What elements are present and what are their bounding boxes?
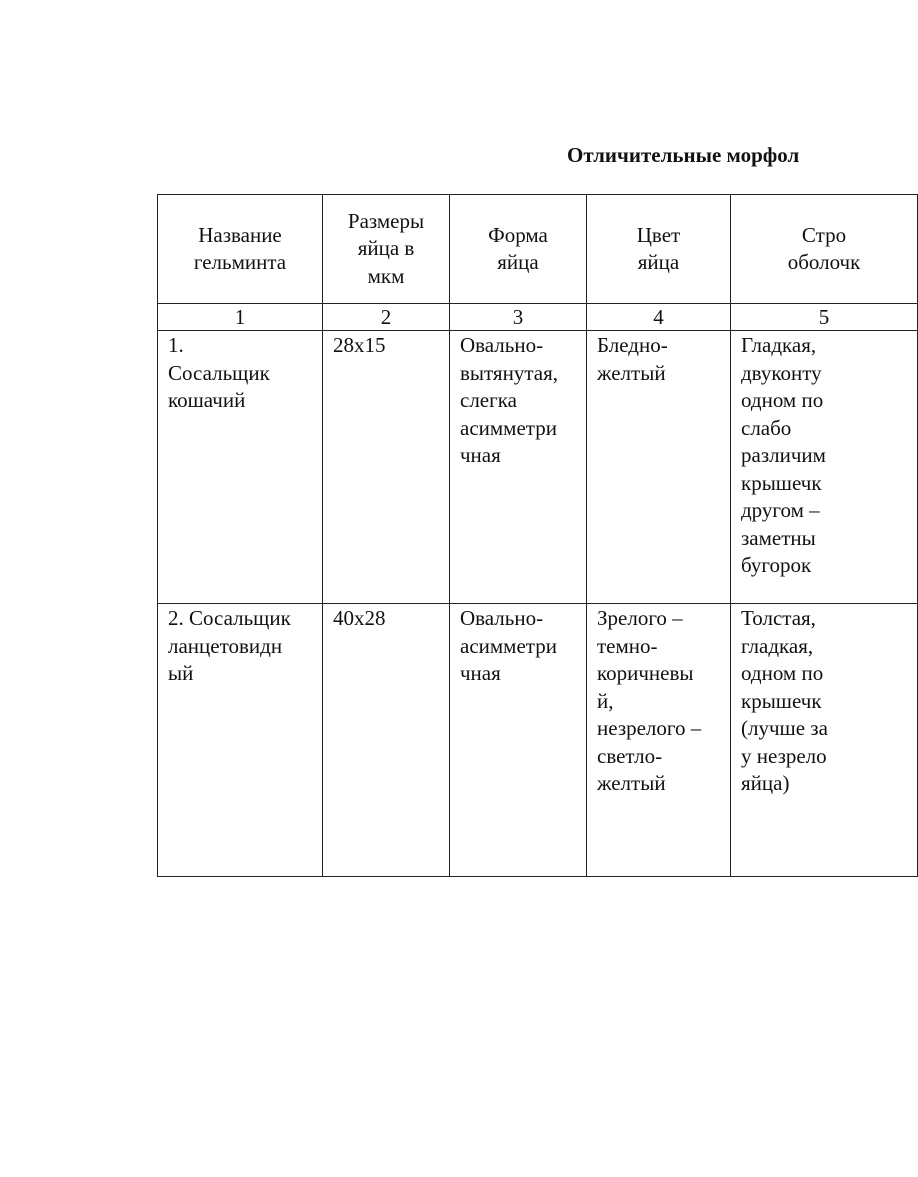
cell-helminth-name: 2. Сосальщик ланцетовидн ый — [158, 604, 323, 877]
cell-egg-color: Зрелого – темно- коричневы й, незрелого – светло- желтый — [587, 604, 731, 877]
cell-shell-structure: Толстая, гладкая, одном по крышечк (лучше за у незрело яйца) — [731, 604, 918, 877]
header-egg-color: Цвет яйца — [587, 195, 731, 304]
cell-helminth-name: 1. Сосальщик кошачий — [158, 331, 323, 604]
column-number: 4 — [587, 304, 731, 331]
table-row — [158, 604, 918, 877]
column-number: 5 — [731, 304, 918, 331]
table-header-row — [158, 195, 918, 304]
cell-shell-structure: Гладкая, двуконту одном по слабо различим крышечк другом – заметны бугорок — [731, 331, 918, 604]
header-shell-structure: Стро оболочк — [731, 195, 918, 304]
helminth-eggs-table — [157, 194, 918, 877]
cell-egg-shape: Овально- вытянутая, слегка асимметри чная — [450, 331, 587, 604]
document-title: Отличительные морфол — [567, 143, 800, 167]
cell-egg-size: 28x15 — [323, 331, 450, 604]
cell-egg-size: 40x28 — [323, 604, 450, 877]
column-number: 3 — [450, 304, 587, 331]
table-row — [158, 331, 918, 604]
column-number-row — [158, 304, 918, 331]
header-helminth-name: Название гельминта — [158, 195, 323, 304]
cell-egg-color: Бледно- желтый — [587, 331, 731, 604]
header-egg-size: Размеры яйца в мкм — [323, 195, 450, 304]
header-egg-shape: Форма яйца — [450, 195, 587, 304]
cell-egg-shape: Овально- асимметри чная — [450, 604, 587, 877]
column-number: 1 — [158, 304, 323, 331]
column-number: 2 — [323, 304, 450, 331]
